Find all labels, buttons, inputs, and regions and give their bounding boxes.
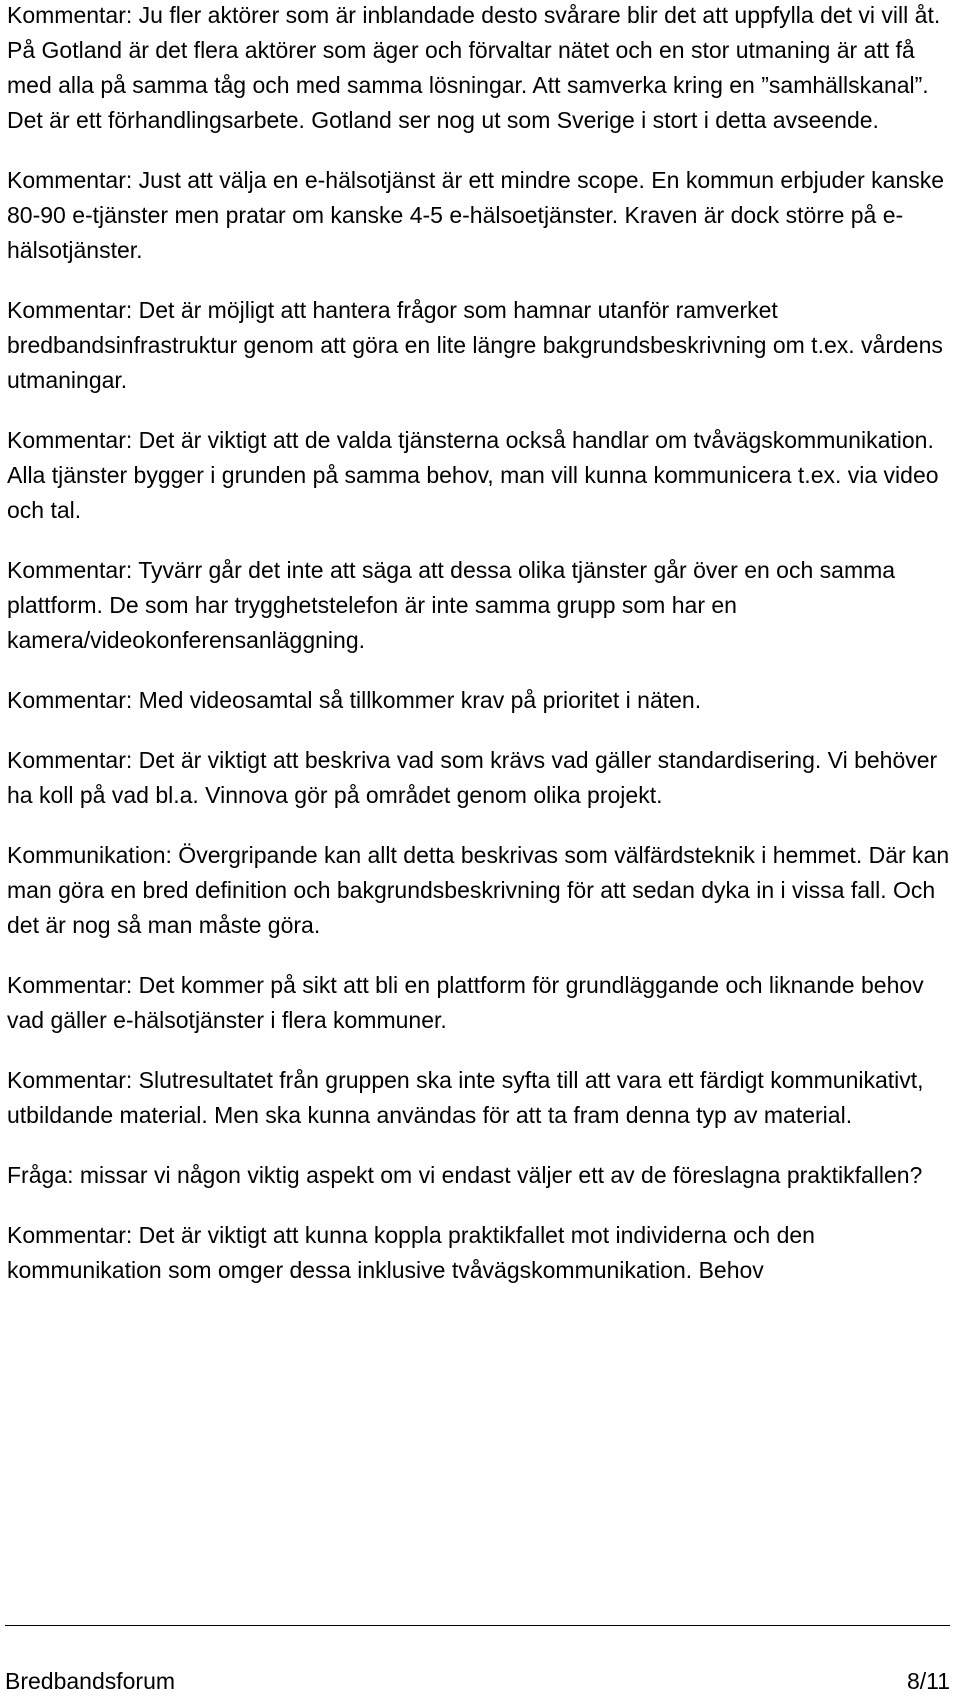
paragraph: Kommentar: Just att välja en e-hälsotjänst är ett mindre scope. En kommun erbjuder kanske 80-90 e-tjänster men pratar om kanske 4-5 e-hälsoetjänster. Kraven är dock större på e-hälsotjänster. (7, 167, 945, 263)
paragraph: Kommentar: Det är viktigt att beskriva vad som krävs vad gäller standardisering. Vi behöver ha koll på vad bl.a. Vinnova gör på området genom olika projekt. (7, 747, 938, 808)
paragraph: Kommentar: Slutresultatet från gruppen ska inte syfta till att vara ett färdigt kommunikativt, utbildande material. Men ska kunna användas för att ta fram denna typ av material. (7, 1067, 924, 1128)
paragraph: Fråga: missar vi någon viktig aspekt om vi endast väljer ett av de föreslagna praktikfallen? (7, 1162, 923, 1188)
paragraph: Kommentar: Det kommer på sikt att bli en plattform för grundläggande och liknande behov vad gäller e-hälsotjänster i flera kommuner. (7, 972, 924, 1033)
paragraph: Kommunikation: Övergripande kan allt detta beskrivas som välfärdsteknik i hemmet. Där kan man göra en bred definition och bakgrundsbeskrivning för att sedan dyka in i vissa fall. Och det är nog så man måste göra. (7, 842, 950, 938)
paragraph: Kommentar: Det är viktigt att de valda tjänsterna också handlar om tvåvägskommunikation. Alla tjänster bygger i grunden på samma behov, man vill kunna kommunicera t.ex. via video och tal. (7, 427, 939, 523)
paragraph: Kommentar: Det är viktigt att kunna koppla praktikfallet mot individerna och den kommunikation som omger dessa inklusive tvåvägskommunikation. Behov (7, 1222, 815, 1283)
paragraph: Kommentar: Ju fler aktörer som är inblandade desto svårare blir det att uppfylla det vi vill åt. På Gotland är det flera aktörer som äger och förvaltar nätet och en stor utmaning är att få med alla på samma tåg och med samma lösningar. Att samverka kring en ”samhällskanal”. Det är ett förhandlingsarbete. Gotland ser nog ut som Sverige i stort i detta avseende. (7, 2, 941, 133)
paragraph: Kommentar: Tyvärr går det inte att säga att dessa olika tjänster går över en och samma plattform. De som har trygghetstelefon är inte samma grupp som har en kamera/videokonferensanläggning. (7, 557, 896, 653)
footer-divider (5, 1625, 950, 1626)
document-body (7, 0, 952, 1313)
footer-organization: Bredbandsforum (5, 1668, 176, 1694)
page-footer (5, 1665, 950, 1697)
paragraph: Kommentar: Med videosamtal så tillkommer krav på prioritet i näten. (7, 687, 702, 713)
page-number: 8/11 (906, 1668, 950, 1694)
paragraph: Kommentar: Det är möjligt att hantera frågor som hamnar utanför ramverket bredbandsinfrastruktur genom att göra en lite längre bakgrundsbeskrivning om t.ex. vårdens utmaningar. (7, 297, 943, 393)
